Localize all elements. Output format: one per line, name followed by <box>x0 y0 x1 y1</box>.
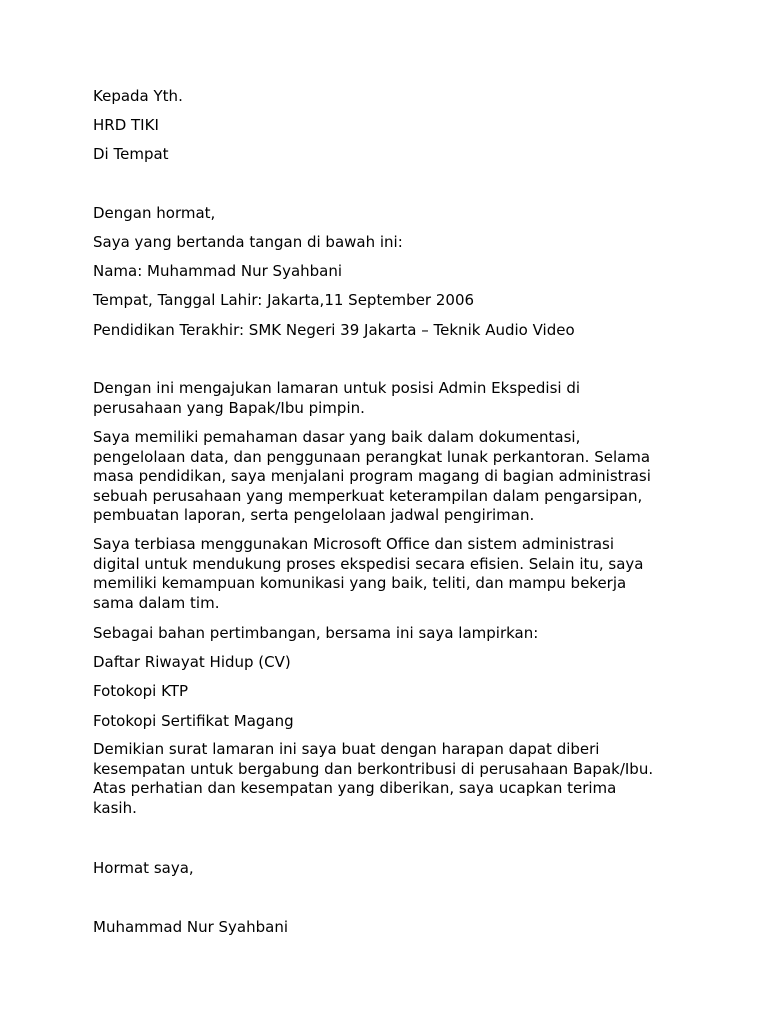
signoff: Hormat saya, <box>93 859 194 877</box>
identity-birth: Tempat, Tanggal Lahir: Jakarta,11 September 2006 <box>93 291 475 309</box>
paragraph-skills <box>93 535 693 613</box>
paragraph-line: pengelolaan data, dan penggunaan perangkat lunak perkantoran. Selama <box>93 447 651 466</box>
paragraph-line: sebuah perusahaan yang memperkuat keterampilan dalam pengarsipan, <box>93 486 643 505</box>
recipient-line-1: Kepada Yth. <box>93 87 183 105</box>
paragraph-line: memiliki kemampuan komunikasi yang baik, teliti, dan mampu bekerja <box>93 574 627 592</box>
paragraph-line: Demikian surat lamaran ini saya buat dengan harapan dapat diberi <box>93 740 600 758</box>
paragraph-experience <box>93 428 693 526</box>
attachment-item-certificate: Fotokopi Sertifikat Magang <box>93 712 294 730</box>
attachments-intro: Sebagai bahan pertimbangan, bersama ini saya lampirkan: <box>93 624 539 642</box>
greeting: Dengan hormat, <box>93 204 216 222</box>
paragraph-line: perusahaan yang Bapak/Ibu pimpin. <box>93 398 365 417</box>
paragraph-line: pembuatan laporan, serta pengelolaan jadwal pengiriman. <box>93 506 535 524</box>
identity-name: Nama: Muhammad Nur Syahbani <box>93 262 343 280</box>
recipient-line-3: Di Tempat <box>93 145 169 163</box>
intro-line: Saya yang bertanda tangan di bawah ini: <box>93 233 403 251</box>
paragraph-line: Atas perhatian dan kesempatan yang diberikan, saya ucapkan terima <box>93 779 617 797</box>
recipient-line-2: HRD TIKI <box>93 116 159 134</box>
paragraph-line: Saya memiliki pemahaman dasar yang baik dalam dokumentasi, <box>93 428 581 446</box>
paragraph-line: sama dalam tim. <box>93 593 220 612</box>
paragraph-closing <box>93 740 693 818</box>
paragraph-line: Dengan ini mengajukan lamaran untuk posisi Admin Ekspedisi di <box>93 379 581 397</box>
paragraph-line: masa pendidikan, saya menjalani program magang di bagian administrasi <box>93 467 651 485</box>
attachment-item-ktp: Fotokopi KTP <box>93 682 188 700</box>
paragraph-application <box>93 379 693 418</box>
signature-name: Muhammad Nur Syahbani <box>93 918 288 936</box>
paragraph-line: kasih. <box>93 798 137 817</box>
paragraph-line: kesempatan untuk bergabung dan berkontribusi di perusahaan Bapak/Ibu. <box>93 759 654 778</box>
paragraph-line: digital untuk mendukung proses ekspedisi secara efisien. Selain itu, saya <box>93 554 644 573</box>
attachment-item-cv: Daftar Riwayat Hidup (CV) <box>93 653 291 671</box>
identity-education: Pendidikan Terakhir: SMK Negeri 39 Jakarta – Teknik Audio Video <box>93 321 575 339</box>
paragraph-line: Saya terbiasa menggunakan Microsoft Office dan sistem administrasi <box>93 535 615 553</box>
